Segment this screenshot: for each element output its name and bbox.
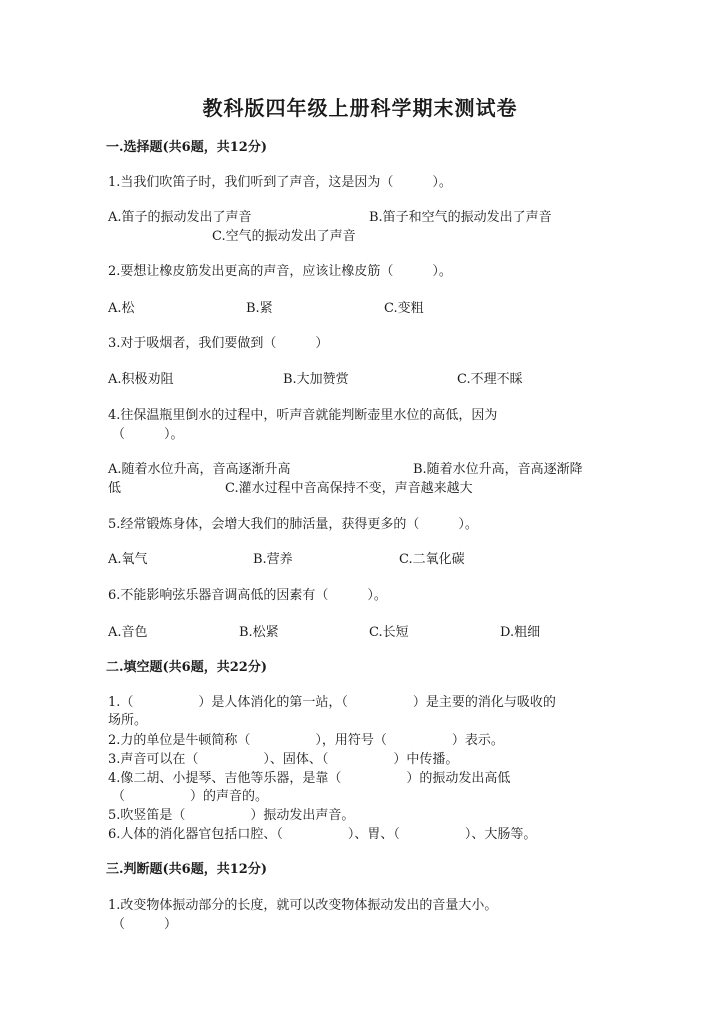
q5-option-a: A.氧气: [108, 552, 148, 567]
q6-option-c: C.长短: [369, 625, 409, 640]
judge-line-1-blank: （ ）: [112, 917, 178, 932]
q2-option-b: B.紧: [246, 301, 273, 316]
q3-option-a: A.积极劝阻: [108, 372, 174, 387]
q1-option-a: A.笛子的振动发出了声音: [108, 210, 252, 225]
q4-option-a: A.随着水位升高，音高逐渐升高: [108, 462, 291, 477]
question-1: 1.当我们吹笛子时，我们听到了声音，这是因为（ ）。: [108, 175, 452, 190]
fill-line-6: 6.人体的消化器官包括口腔、（ ）、胃、（ ）、大肠等。: [108, 827, 537, 842]
q1-option-c: C.空气的振动发出了声音: [212, 229, 356, 244]
section-heading-choice: 一.选择题(共6题，共12分): [106, 140, 267, 155]
fill-line-4: 4.像二胡、小提琴、吉他等乐器，是靠（ ）的振动发出高低: [108, 771, 511, 786]
q4-option-c: C.灌水过程中音高保持不变，声音越来越大: [225, 481, 473, 496]
question-2: 2.要想让橡皮筋发出更高的声音，应该让橡皮筋（ ）。: [108, 264, 452, 279]
fill-line-1: 1.（ ）是人体消化的第一站，（ ）是主要的消化与吸收的: [108, 695, 556, 710]
question-4: 4.往保温瓶里倒水的过程中，听声音就能判断壶里水位的高低，因为: [108, 408, 498, 423]
q6-option-b: B.松紧: [239, 625, 279, 640]
section-heading-fill: 二.填空题(共6题，共22分): [106, 660, 267, 675]
fill-line-5: 5.吹竖笛是（ ）振动发出声音。: [108, 808, 355, 823]
question-5: 5.经常锻炼身体，会增大我们的肺活量，获得更多的（ ）。: [108, 517, 478, 532]
q5-option-c: C.二氧化碳: [399, 552, 465, 567]
q4-option-b-wrap: 低: [108, 481, 122, 496]
section-heading-judge: 三.判断题(共6题，共12分): [106, 862, 267, 877]
q3-option-c: C.不理不睬: [457, 372, 523, 387]
q3-option-b: B.大加赞赏: [283, 372, 349, 387]
q2-option-c: C.变粗: [384, 301, 424, 316]
q6-option-d: D.粗细: [500, 625, 541, 640]
fill-line-2: 2.力的单位是牛顿简称（ ），用符号（ ）表示。: [108, 733, 504, 748]
question-3: 3.对于吸烟者，我们要做到（ ）: [108, 336, 329, 351]
q1-option-b: B.笛子和空气的振动发出了声音: [369, 210, 552, 225]
fill-line-3: 3.声音可以在（ ）、固体、（ ）中传播。: [108, 752, 459, 767]
q5-option-b: B.营养: [253, 552, 293, 567]
q2-option-a: A.松: [108, 301, 135, 316]
q4-option-b: B.随着水位升高，音高逐渐降: [413, 462, 583, 477]
page-title: 教科版四年级上册科学期末测试卷: [202, 96, 518, 120]
q6-option-a: A.音色: [108, 625, 148, 640]
judge-line-1: 1.改变物体振动部分的长度，就可以改变物体振动发出的音量大小。: [108, 898, 498, 913]
question-4-blank: （ ）。: [112, 427, 184, 442]
fill-line-1-wrap: 场所。: [108, 713, 148, 728]
fill-line-4-wrap: （ ）的声音的。: [112, 789, 269, 804]
question-6: 6.不能影响弦乐器音调高低的因素有（ ）。: [108, 588, 387, 603]
